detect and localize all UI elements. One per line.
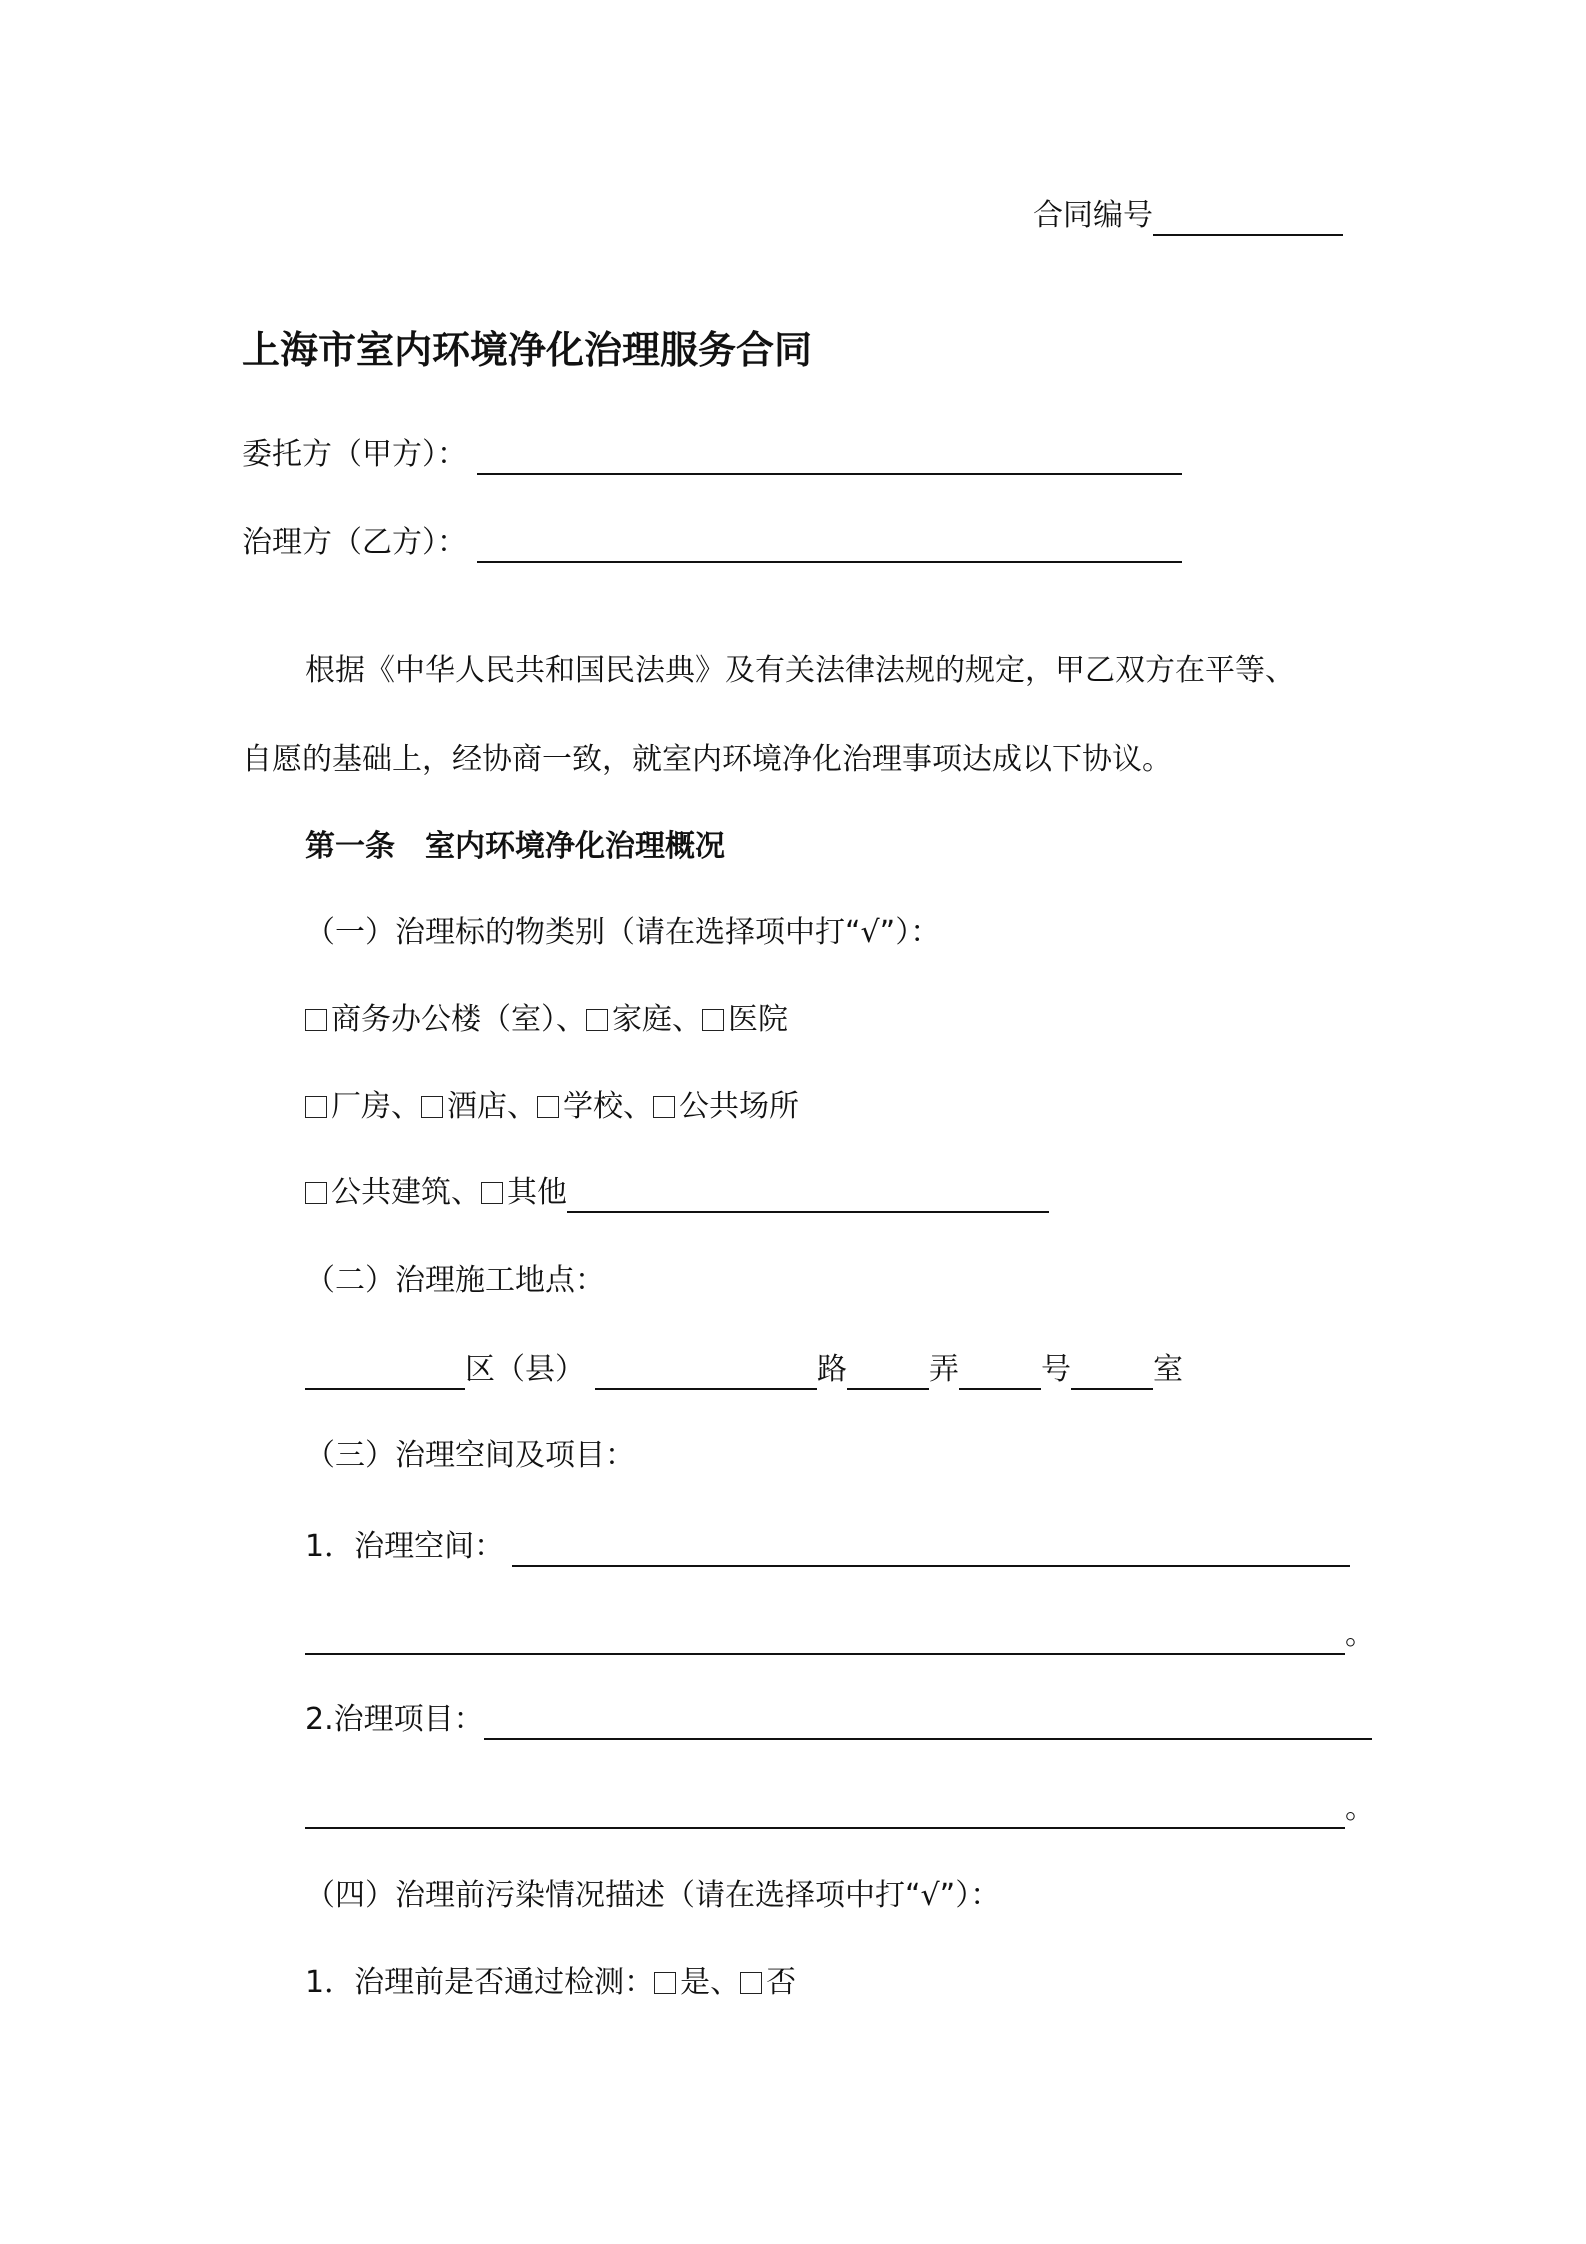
- lane-field[interactable]: [847, 1354, 929, 1390]
- space-field-continued[interactable]: [305, 1619, 1345, 1655]
- options-row-3: [305, 1173, 1049, 1213]
- items-label: 2.治理项目：: [305, 1702, 484, 1737]
- contract-number-label: 合同编号: [1033, 198, 1153, 233]
- space-row-continued: [305, 1615, 1375, 1655]
- option-public-building: 公共建筑、: [331, 1175, 481, 1210]
- section-3-heading: （三）治理空间及项目：: [305, 1438, 635, 1473]
- space-row: [305, 1527, 1350, 1567]
- page-title: 上海市室内环境净化治理服务合同: [242, 328, 813, 372]
- items-field[interactable]: [484, 1704, 1372, 1740]
- article-1-number: 第一条: [305, 829, 395, 864]
- checkbox-office[interactable]: [305, 1009, 327, 1031]
- room-label: 室: [1153, 1352, 1183, 1387]
- contract-number-field[interactable]: [1153, 200, 1343, 236]
- party-a-label: 委托方（甲方）：: [242, 437, 467, 472]
- options-row-1: [305, 1000, 788, 1040]
- option-other: 其他: [507, 1175, 567, 1210]
- items-field-continued[interactable]: [305, 1793, 1345, 1829]
- checkbox-public-building[interactable]: [305, 1182, 327, 1204]
- article-1-title: 室内环境净化治理概况: [425, 829, 725, 864]
- party-b-row: [242, 523, 1182, 563]
- option-public-place: 公共场所: [679, 1089, 799, 1124]
- room-field[interactable]: [1071, 1354, 1153, 1390]
- space-period: 。: [1345, 1617, 1375, 1652]
- space-field[interactable]: [512, 1531, 1350, 1567]
- section-2-heading: （二）治理施工地点：: [305, 1263, 605, 1298]
- checkbox-hospital[interactable]: [702, 1009, 724, 1031]
- checkbox-home[interactable]: [586, 1009, 608, 1031]
- tested-row: [305, 1963, 796, 2003]
- checkbox-tested-yes[interactable]: [654, 1972, 676, 1994]
- section-4-heading: （四）治理前污染情况描述（请在选择项中打“√”）：: [305, 1878, 1001, 1913]
- checkbox-tested-no[interactable]: [740, 1972, 762, 1994]
- option-home: 家庭、: [612, 1002, 702, 1037]
- tested-no: 否: [766, 1965, 797, 2000]
- lane-label: 弄: [929, 1352, 959, 1387]
- tested-yes: 是、: [680, 1965, 741, 2000]
- intro-line-1: 根据《中华人民共和国民法典》及有关法律法规的规定，甲乙双方在平等、: [305, 653, 1295, 688]
- party-b-field[interactable]: [477, 527, 1182, 563]
- items-row-continued: [305, 1789, 1375, 1829]
- option-hospital: 医院: [728, 1002, 788, 1037]
- checkbox-public-place[interactable]: [653, 1096, 675, 1118]
- road-field[interactable]: [595, 1354, 817, 1390]
- address-row: [305, 1350, 1183, 1390]
- section-1-heading: （一）治理标的物类别（请在选择项中打“√”）：: [305, 915, 941, 950]
- other-field[interactable]: [567, 1177, 1049, 1213]
- checkbox-other[interactable]: [481, 1182, 503, 1204]
- tested-label: 1．治理前是否通过检测：: [305, 1965, 655, 2000]
- number-field[interactable]: [959, 1354, 1041, 1390]
- number-label: 号: [1041, 1352, 1071, 1387]
- district-field[interactable]: [305, 1354, 465, 1390]
- items-row: [305, 1700, 1372, 1740]
- option-office: 商务办公楼（室）、: [331, 1002, 586, 1037]
- checkbox-hotel[interactable]: [421, 1096, 443, 1118]
- items-period: 。: [1345, 1791, 1375, 1826]
- road-label: 路: [817, 1352, 847, 1387]
- space-label: 1．治理空间：: [305, 1529, 505, 1564]
- options-row-2: [305, 1087, 799, 1127]
- checkbox-factory[interactable]: [305, 1096, 327, 1118]
- intro-line-2: 自愿的基础上，经协商一致，就室内环境净化治理事项达成以下协议。: [242, 742, 1172, 777]
- district-label: 区（县）: [465, 1352, 585, 1387]
- article-1-heading: [305, 827, 725, 867]
- option-factory: 厂房、: [331, 1089, 421, 1124]
- option-hotel: 酒店、: [447, 1089, 537, 1124]
- checkbox-school[interactable]: [537, 1096, 559, 1118]
- party-a-row: [242, 435, 1182, 475]
- contract-number-row: [1033, 196, 1343, 236]
- option-school: 学校、: [563, 1089, 653, 1124]
- party-b-label: 治理方（乙方）：: [242, 525, 467, 560]
- party-a-field[interactable]: [477, 439, 1182, 475]
